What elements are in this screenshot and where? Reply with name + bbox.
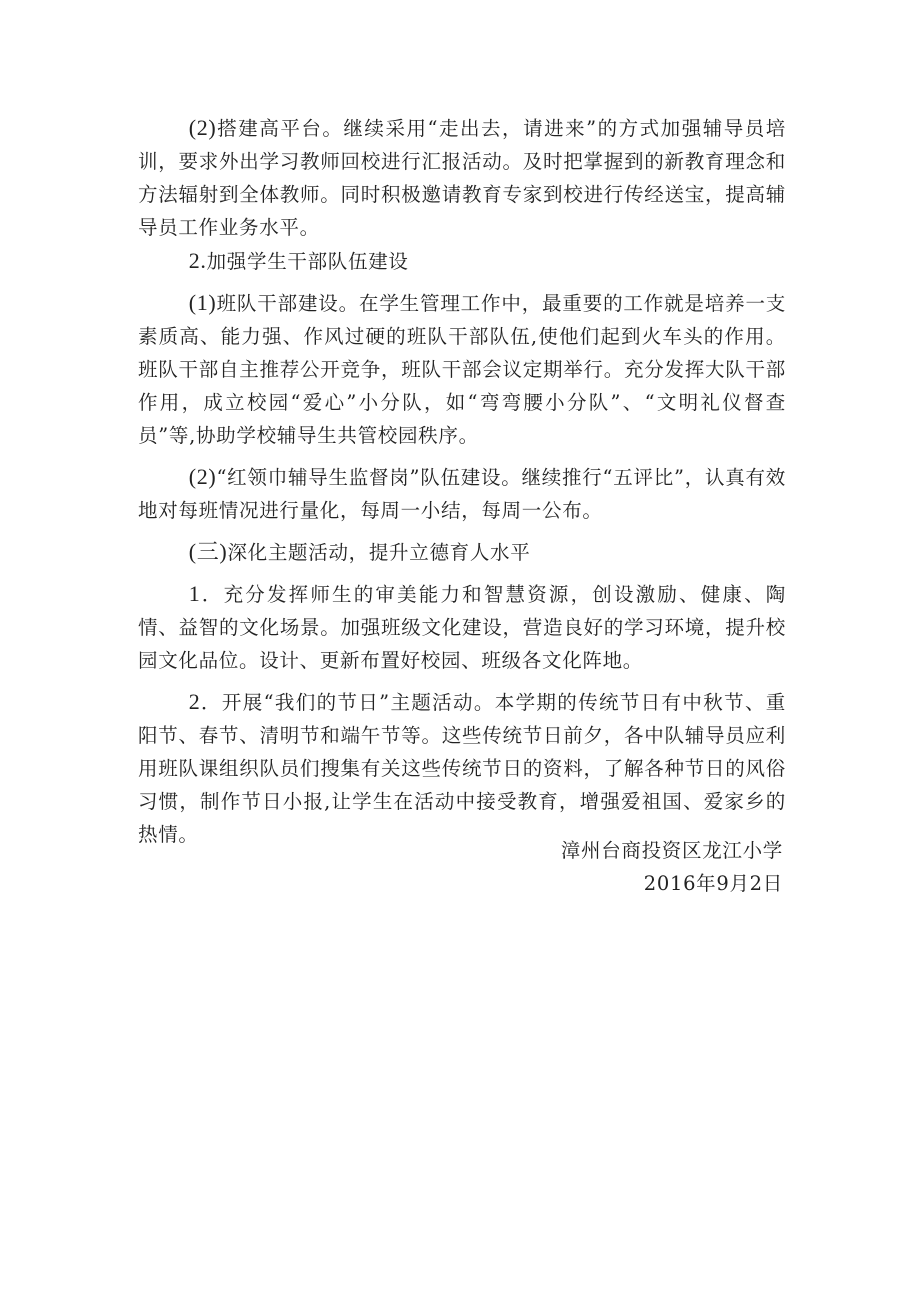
paragraph-number: (2) [188,464,217,489]
signature-organization: 漳州台商投资区龙江小学 [560,839,783,862]
heading-number: 2. [188,248,207,273]
paragraph-festivals [138,685,786,851]
paragraph-platform [138,111,786,244]
paragraph-number: (2) [188,115,217,140]
paragraph-text: ．开展“我们的节日”主题活动。本学期的传统节日有中秋节、重阳节、春节、清明节和端午节等。这些传统节日前夕，各中队辅导员应利用班队课组织队员们搜集有关这些传统节日的资料，了解各种节日的风俗习惯，制作节日小报,让学生在活动中接受教育，增强爱祖国、爱家乡的热情。 [138,691,786,846]
paragraph-number: 1 [188,581,201,606]
paragraph-number: (1) [188,290,217,315]
heading-text: 深化主题活动，提升立德育人水平 [227,541,531,564]
heading-student-cadres [138,244,786,278]
paragraph-text: ．充分发挥师生的审美能力和智慧资源，创设激励、健康、陶情、益智的文化场景。加强班级文化建设，营造良好的学习环境，提升校园文化品位。设计、更新布置好校园、班级各文化阵地。 [138,583,786,672]
paragraph-class-cadres [138,286,786,452]
paragraph-number: 2 [188,689,201,714]
paragraph-text: 搭建高平台。继续采用“走出去，请进来”的方式加强辅导员培训，要求外出学习教师回校进行汇报活动。及时把掌握到的新教育理念和方法辐射到全体教师。同时积极邀请教育专家到校进行传经送宝，提高辅导员工作业务水平。 [138,117,786,239]
heading-number: (三) [188,539,228,564]
signature-date: 2016年9月2日 [643,872,783,895]
heading-theme-activities [138,535,786,569]
document-body [138,111,786,851]
paragraph-red-scarf [138,460,786,527]
paragraph-text: 班队干部建设。在学生管理工作中，最重要的工作就是培养一支素质高、能力强、作风过硬的班队干部队伍,使他们起到火车头的作用。班队干部自主推荐公开竞争，班队干部会议定期举行。充分发挥大队干部作用，成立校园“爱心”小分队，如“弯弯腰小分队”、“文明礼仪督查员”等,协助学校辅导生共管校园秩序。 [138,292,786,447]
paragraph-text: “红领巾辅导生监督岗”队伍建设。继续推行“五评比”，认真有效地对每班情况进行量化，每周一小结，每周一公布。 [138,466,786,522]
paragraph-culture [138,577,786,677]
heading-text: 加强学生干部队伍建设 [206,250,409,273]
